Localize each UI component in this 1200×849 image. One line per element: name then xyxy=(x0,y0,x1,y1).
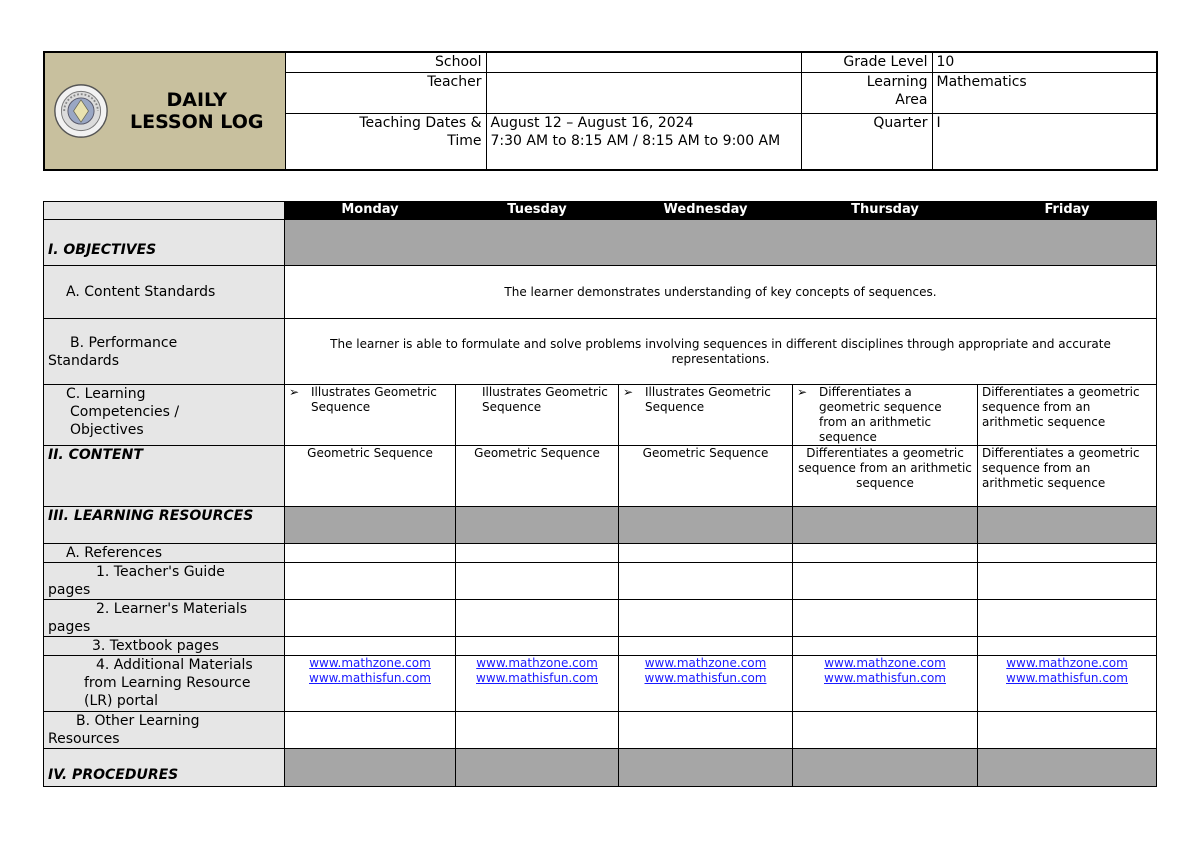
day-wednesday: Wednesday xyxy=(619,202,793,220)
procedures-heading: IV. PROCEDURES xyxy=(44,749,285,787)
bullet-arrow-icon: ➢ xyxy=(797,385,808,399)
procedures-row xyxy=(44,749,1157,787)
day-friday: Friday xyxy=(978,202,1157,220)
day-header-row xyxy=(44,202,1157,220)
links-monday xyxy=(285,656,456,712)
bullet-arrow-icon: ➢ xyxy=(289,385,300,399)
bullet-arrow-icon: ➢ xyxy=(623,385,634,399)
performance-standards-row xyxy=(44,319,1157,385)
references-row xyxy=(44,544,1157,563)
link-mathisfun[interactable]: www.mathisfun.com xyxy=(644,671,767,685)
teacher-field[interactable] xyxy=(486,72,801,113)
link-mathzone[interactable]: www.mathzone.com xyxy=(824,656,946,670)
links-friday xyxy=(978,656,1157,712)
grade-level-field[interactable]: 10 xyxy=(932,52,1157,72)
quarter-field[interactable]: I xyxy=(932,113,1157,170)
content-wednesday[interactable]: Geometric Sequence xyxy=(619,446,793,507)
content-standards-row xyxy=(44,266,1157,319)
deped-seal-icon xyxy=(53,83,109,139)
competency-monday[interactable]: ➢ Illustrates Geometric Sequence xyxy=(285,385,456,446)
day-thursday: Thursday xyxy=(793,202,978,220)
objectives-row xyxy=(44,220,1157,266)
other-resources-row xyxy=(44,712,1157,749)
learning-area-field[interactable]: Mathematics xyxy=(932,72,1157,113)
content-heading: II. CONTENT xyxy=(44,446,285,507)
competency-thursday[interactable]: ➢ Differentiates a geometric sequence from an arithmetic sequence xyxy=(793,385,978,446)
teachers-guide-row xyxy=(44,563,1157,600)
links-thursday xyxy=(793,656,978,712)
content-standards-text[interactable]: The learner demonstrates understanding of key concepts of sequences. xyxy=(285,266,1157,319)
learning-area-label: Learning Area xyxy=(801,72,932,113)
teaching-dates-label: Teaching Dates & Time xyxy=(285,113,486,170)
links-tuesday xyxy=(456,656,619,712)
school-field[interactable] xyxy=(486,52,801,72)
links-wednesday xyxy=(619,656,793,712)
references-label: A. References xyxy=(44,544,285,563)
additional-materials-label: 4. Additional Materials from Learning Resource (LR) portal xyxy=(44,656,285,712)
content-thursday[interactable]: Differentiates a geometric sequence from an arithmetic sequence xyxy=(793,446,978,507)
performance-standards-label: B. Performance Standards xyxy=(44,319,285,385)
content-tuesday[interactable]: Geometric Sequence xyxy=(456,446,619,507)
link-mathzone[interactable]: www.mathzone.com xyxy=(644,656,767,670)
lesson-plan-table xyxy=(43,201,1157,787)
learners-materials-label: 2. Learner's Materials pages xyxy=(44,600,285,637)
objectives-heading: I. OBJECTIVES xyxy=(44,220,285,266)
link-mathzone[interactable]: www.mathzone.com xyxy=(476,656,598,670)
link-mathzone[interactable]: www.mathzone.com xyxy=(309,656,431,670)
link-mathisfun[interactable]: www.mathisfun.com xyxy=(1006,671,1128,685)
textbook-row xyxy=(44,637,1157,656)
competency-tuesday[interactable]: Illustrates Geometric Sequence xyxy=(456,385,619,446)
learning-resources-heading: III. LEARNING RESOURCES xyxy=(44,507,285,544)
performance-standards-text[interactable]: The learner is able to formulate and solve problems involving sequences in different disciplines through appropriate and accurate representations. xyxy=(285,319,1157,385)
competency-wednesday[interactable]: ➢ Illustrates Geometric Sequence xyxy=(619,385,793,446)
teachers-guide-label: 1. Teacher's Guide pages xyxy=(44,563,285,600)
logo-cell xyxy=(44,52,285,170)
link-mathisfun[interactable]: www.mathisfun.com xyxy=(309,671,431,685)
textbook-label: 3. Textbook pages xyxy=(44,637,285,656)
competency-friday[interactable]: Differentiates a geometric sequence from an arithmetic sequence xyxy=(978,385,1157,446)
additional-materials-row xyxy=(44,656,1157,712)
link-mathisfun[interactable]: www.mathisfun.com xyxy=(824,671,946,685)
content-friday[interactable]: Differentiates a geometric sequence from an arithmetic sequence xyxy=(978,446,1157,507)
content-standards-label: A. Content Standards xyxy=(44,266,285,319)
header-table xyxy=(43,51,1158,171)
quarter-label: Quarter xyxy=(801,113,932,170)
teaching-dates-field[interactable]: August 12 – August 16, 2024 7:30 AM to 8:15 AM / 8:15 AM to 9:00 AM xyxy=(486,113,801,170)
link-mathzone[interactable]: www.mathzone.com xyxy=(1006,656,1128,670)
day-monday: Monday xyxy=(285,202,456,220)
link-mathisfun[interactable]: www.mathisfun.com xyxy=(476,671,598,685)
teacher-label: Teacher xyxy=(285,72,486,113)
content-monday[interactable]: Geometric Sequence xyxy=(285,446,456,507)
school-label: School xyxy=(285,52,486,72)
content-row xyxy=(44,446,1157,507)
document-title: DAILY LESSON LOG xyxy=(130,89,264,133)
learners-materials-row xyxy=(44,600,1157,637)
day-header-blank xyxy=(44,202,285,220)
day-tuesday: Tuesday xyxy=(456,202,619,220)
competencies-label: C. Learning Competencies / Objectives xyxy=(44,385,285,446)
other-resources-label: B. Other Learning Resources xyxy=(44,712,285,749)
objectives-shaded xyxy=(285,220,1157,266)
grade-level-label: Grade Level xyxy=(801,52,932,72)
learning-resources-row xyxy=(44,507,1157,544)
competencies-row xyxy=(44,385,1157,446)
